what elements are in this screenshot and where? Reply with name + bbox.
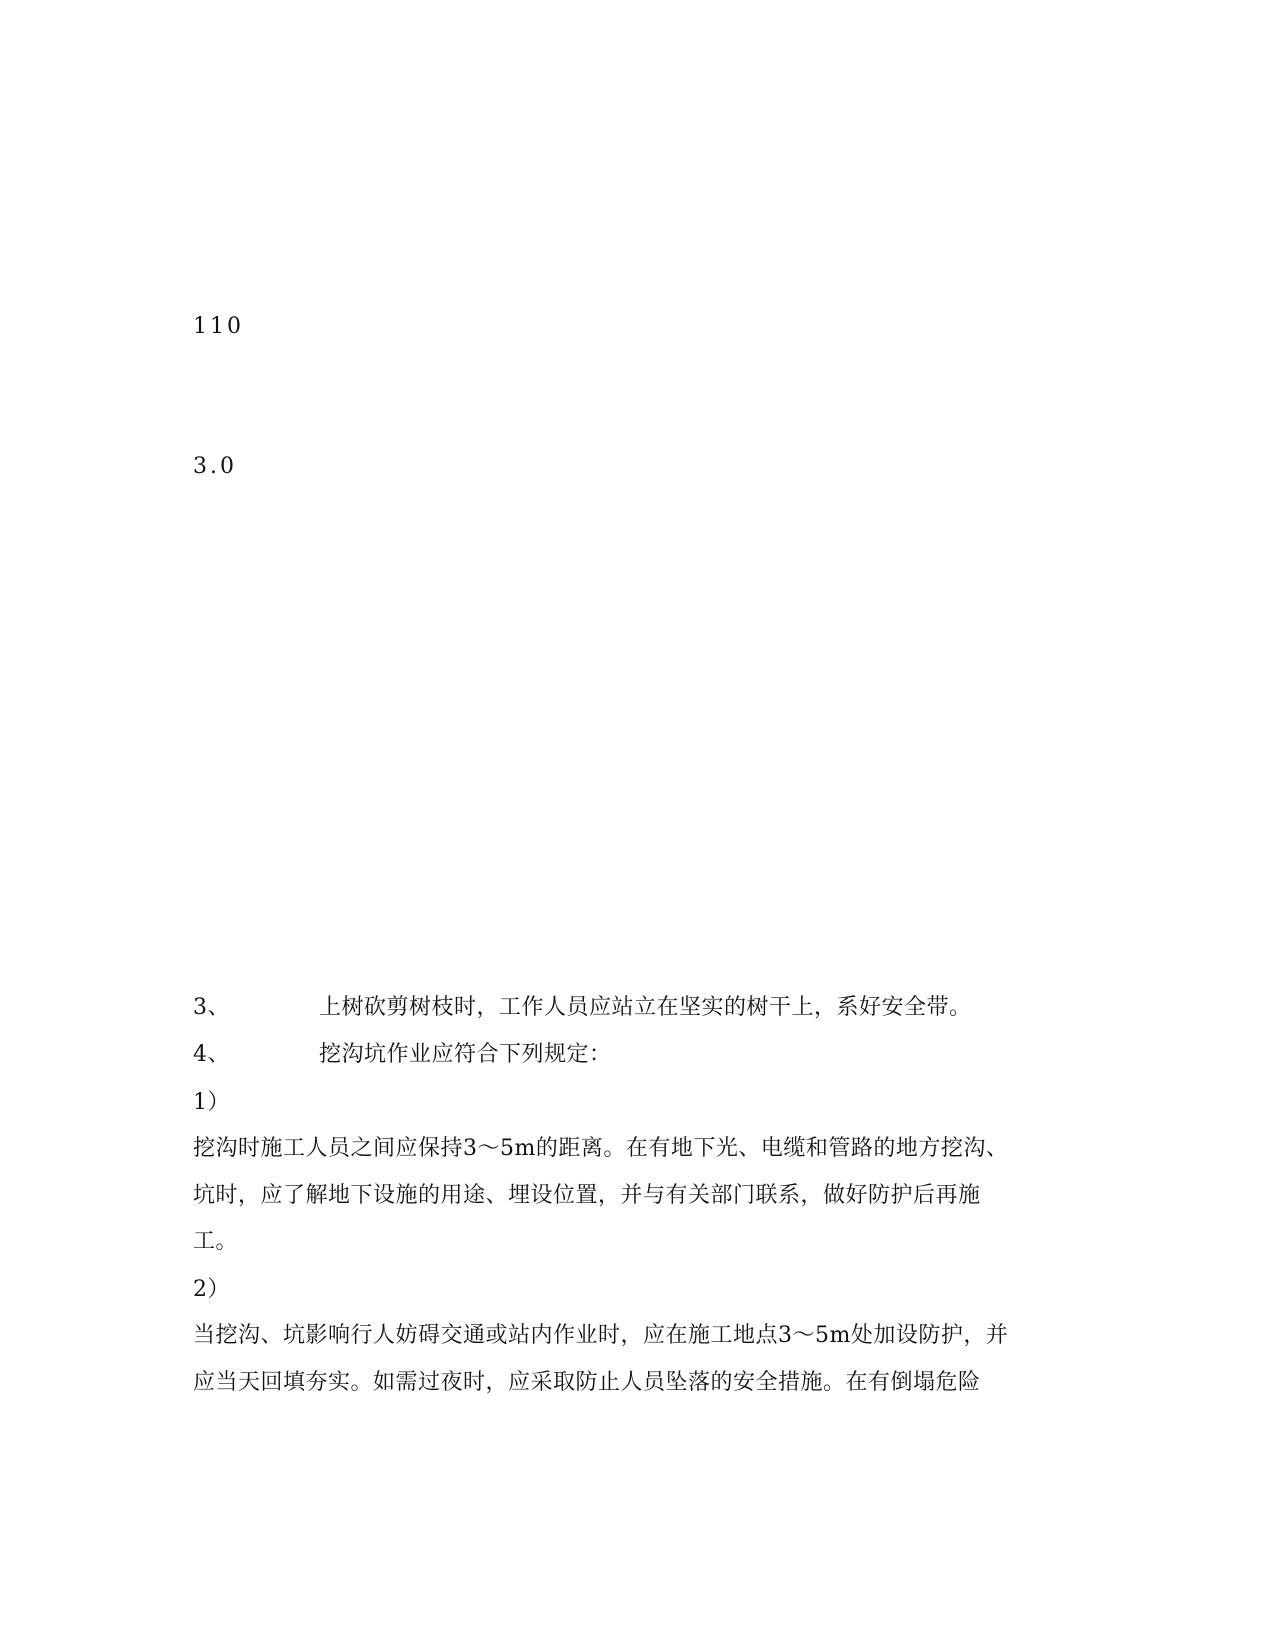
sub-item-2-line-2: 应当天回填夯实。如需过夜时，应采取防止人员坠落的安全措施。在有倒塌危险 [193, 1370, 981, 1395]
sub-item-1-line-1: 挖沟时施工人员之间应保持3～5m的距离。在有地下光、电缆和管路的地方挖沟、 [193, 1136, 1009, 1161]
list-item-text: 上树砍剪树枝时，工作人员应站立在坚实的树干上，系好安全带。 [319, 995, 972, 1020]
list-item-3 [193, 993, 972, 1023]
sub-item-1-line-3: 工。 [193, 1229, 239, 1254]
list-item-number: 4、 [193, 1042, 230, 1067]
sub-item-marker-1: 1） [193, 1090, 230, 1115]
list-item-text: 挖沟坑作业应符合下列规定： [319, 1042, 612, 1067]
sub-item-2-line-1: 当挖沟、坑影响行人妨碍交通或站内作业时，应在施工地点3～5m处加设防护，并 [193, 1323, 1009, 1348]
sub-item-marker-2: 2） [193, 1277, 230, 1302]
value-110: 110 [193, 314, 244, 339]
list-item-4 [193, 1040, 612, 1070]
sub-item-1-line-2: 坑时，应了解地下设施的用途、埋设位置，并与有关部门联系，做好防护后再施 [193, 1183, 981, 1208]
list-item-number: 3、 [193, 995, 230, 1020]
value-3-0: 3.0 [193, 454, 237, 479]
